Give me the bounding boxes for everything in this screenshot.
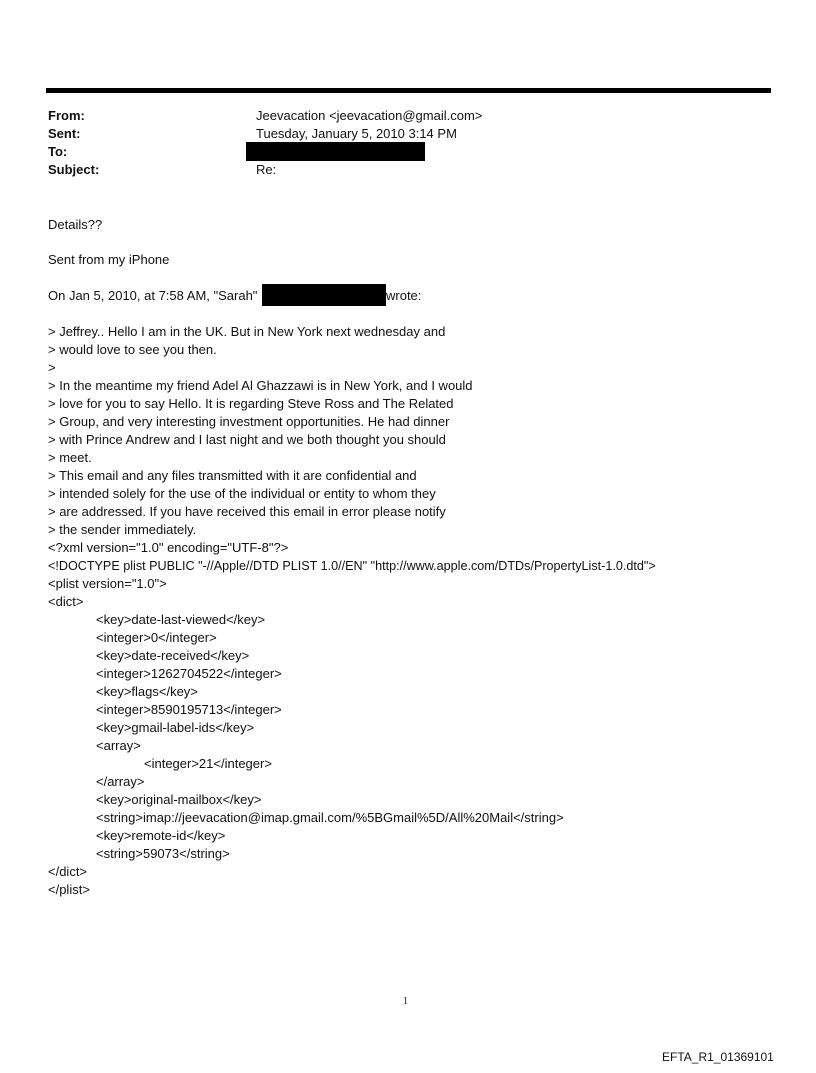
to-redaction: [246, 142, 425, 161]
xml-line: <array>: [96, 738, 141, 753]
xml-line: <integer>8590195713</integer>: [96, 702, 282, 717]
xml-line: <integer>0</integer>: [96, 630, 217, 645]
sender-email-redaction: [262, 284, 386, 306]
xml-line: <integer>1262704522</integer>: [96, 666, 282, 681]
sent-label: Sent:: [48, 126, 81, 141]
quoted-line: > with Prince Andrew and I last night and we both thought you should: [48, 432, 446, 447]
body-greeting: Details??: [48, 217, 103, 232]
xml-line: </plist>: [48, 882, 90, 897]
xml-line: <dict>: [48, 594, 84, 609]
xml-line: <string>imap://jeevacation@imap.gmail.com/%5BGmail%5D/All%20Mail</string>: [96, 810, 564, 825]
quoted-line: > meet.: [48, 450, 92, 465]
subject-value: Re:: [256, 162, 277, 177]
xml-line: <!DOCTYPE plist PUBLIC "-//Apple//DTD PLIST 1.0//EN" "http://www.apple.com/DTDs/PropertyList-1.0.dtd">: [48, 559, 656, 573]
quoted-line: > love for you to say Hello. It is regarding Steve Ross and The Related: [48, 396, 454, 411]
header-rule: [46, 88, 771, 93]
xml-line: <key>original-mailbox</key>: [96, 792, 262, 807]
quoted-line: > are addressed. If you have received this email in error please notify: [48, 504, 446, 519]
xml-line: <key>flags</key>: [96, 684, 198, 699]
sent-value: Tuesday, January 5, 2010 3:14 PM: [256, 126, 457, 141]
quoted-line: > would love to see you then.: [48, 342, 217, 357]
quoted-line: > the sender immediately.: [48, 522, 197, 537]
xml-line: <integer>21</integer>: [144, 756, 272, 771]
from-label: From:: [48, 108, 85, 123]
to-label: To:: [48, 144, 68, 159]
xml-line: <plist version="1.0">: [48, 576, 167, 591]
from-value: Jeevacation <jeevacation@gmail.com>: [256, 108, 483, 123]
xml-line: </array>: [96, 774, 145, 789]
xml-line: <key>gmail-label-ids</key>: [96, 720, 255, 735]
quote-intro-post: wrote:: [386, 288, 422, 303]
quote-intro-pre: On Jan 5, 2010, at 7:58 AM, "Sarah": [48, 288, 258, 303]
quoted-line: > Group, and very interesting investment opportunities. He had dinner: [48, 414, 450, 429]
xml-line: <?xml version="1.0" encoding="UTF-8"?>: [48, 540, 289, 555]
quoted-line: >: [48, 360, 56, 375]
quoted-line: > In the meantime my friend Adel Al Ghazzawi is in New York, and I would: [48, 378, 473, 393]
page-number: 1: [403, 996, 408, 1007]
document-id: EFTA_R1_01369101: [662, 1050, 774, 1064]
quoted-line: > intended solely for the use of the individual or entity to whom they: [48, 486, 436, 501]
xml-line: <key>remote-id</key>: [96, 828, 226, 843]
body-signature: Sent from my iPhone: [48, 252, 170, 267]
xml-line: <key>date-received</key>: [96, 648, 250, 663]
quoted-line: > This email and any files transmitted with it are confidential and: [48, 468, 417, 483]
xml-line: <key>date-last-viewed</key>: [96, 612, 266, 627]
subject-label: Subject:: [48, 162, 100, 177]
quoted-line: > Jeffrey.. Hello I am in the UK. But in New York next wednesday and: [48, 324, 446, 339]
xml-line: <string>59073</string>: [96, 846, 230, 861]
xml-line: </dict>: [48, 864, 88, 879]
